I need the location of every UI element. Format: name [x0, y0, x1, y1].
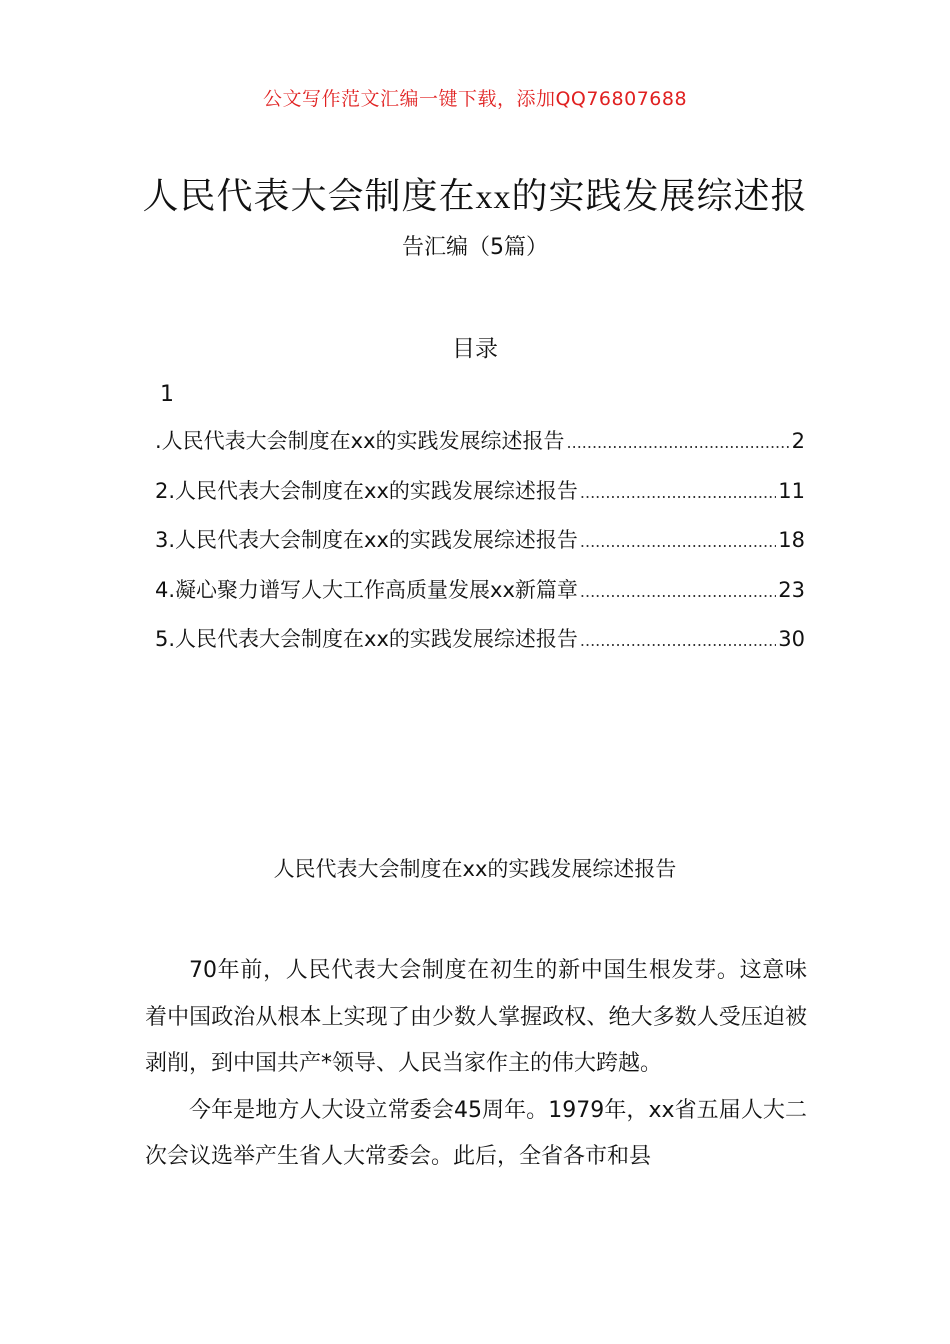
toc-entry-page: 11 [778, 478, 805, 503]
toc-leader-dots [580, 526, 776, 547]
toc-leader-dots [580, 477, 776, 498]
toc-leader-dots [580, 625, 776, 646]
table-of-contents [155, 425, 805, 673]
toc-heading: 目录 [452, 336, 498, 362]
section-title: 人民代表大会制度在xx的实践发展综述报告 [273, 857, 677, 881]
title-latin: xx [475, 179, 512, 216]
toc-entry-label: 4.凝心聚力谱写人大工作高质量发展xx新篇章 [155, 577, 578, 602]
body-paragraph: 今年是地方人大设立常委会45周年。1979年，xx省五届人大二次会议选举产生省人大常委会。此后，全省各市和县 [145, 1097, 807, 1169]
toc-entry-3[interactable] [155, 524, 805, 574]
document-subtitle: 告汇编（5篇） [402, 235, 548, 260]
toc-entry-label: .人民代表大会制度在xx的实践发展综述报告 [155, 429, 565, 453]
toc-entry-page: 18 [778, 528, 805, 552]
toc-entry-page: 2 [791, 429, 805, 453]
toc-entry-label: 2.人民代表大会制度在xx的实践发展综述报告 [155, 478, 578, 503]
toc-first-number: 1 [160, 382, 174, 407]
toc-entry-page: 23 [778, 577, 805, 602]
toc-entry-5[interactable] [155, 623, 805, 673]
toc-entry-1[interactable] [155, 425, 805, 475]
toc-entry-label: 3.人民代表大会制度在xx的实践发展综述报告 [155, 528, 578, 552]
toc-entry-label: 5.人民代表大会制度在xx的实践发展综述报告 [155, 627, 578, 651]
toc-entry-page: 30 [778, 627, 805, 651]
toc-leader-dots [580, 576, 776, 597]
toc-entry-2[interactable] [155, 475, 805, 525]
title-part-2: 的实践发展综述报 [511, 176, 808, 217]
section-body [145, 948, 807, 1181]
body-paragraph: 70年前，人民代表大会制度在初生的新中国生根发芽。这意味着中国政治从根本上实现了由少数人掌握政权、绝大多数人受压迫被剥削，到中国共产*领导、人民当家作主的伟大跨越。 [145, 958, 807, 1076]
download-banner: 公文写作范文汇编一键下载，添加QQ76807688 [262, 88, 688, 110]
toc-entry-4[interactable] [155, 574, 805, 624]
title-part-1: 人民代表大会制度在 [142, 176, 476, 217]
document-title [0, 168, 950, 219]
toc-leader-dots [567, 427, 790, 448]
